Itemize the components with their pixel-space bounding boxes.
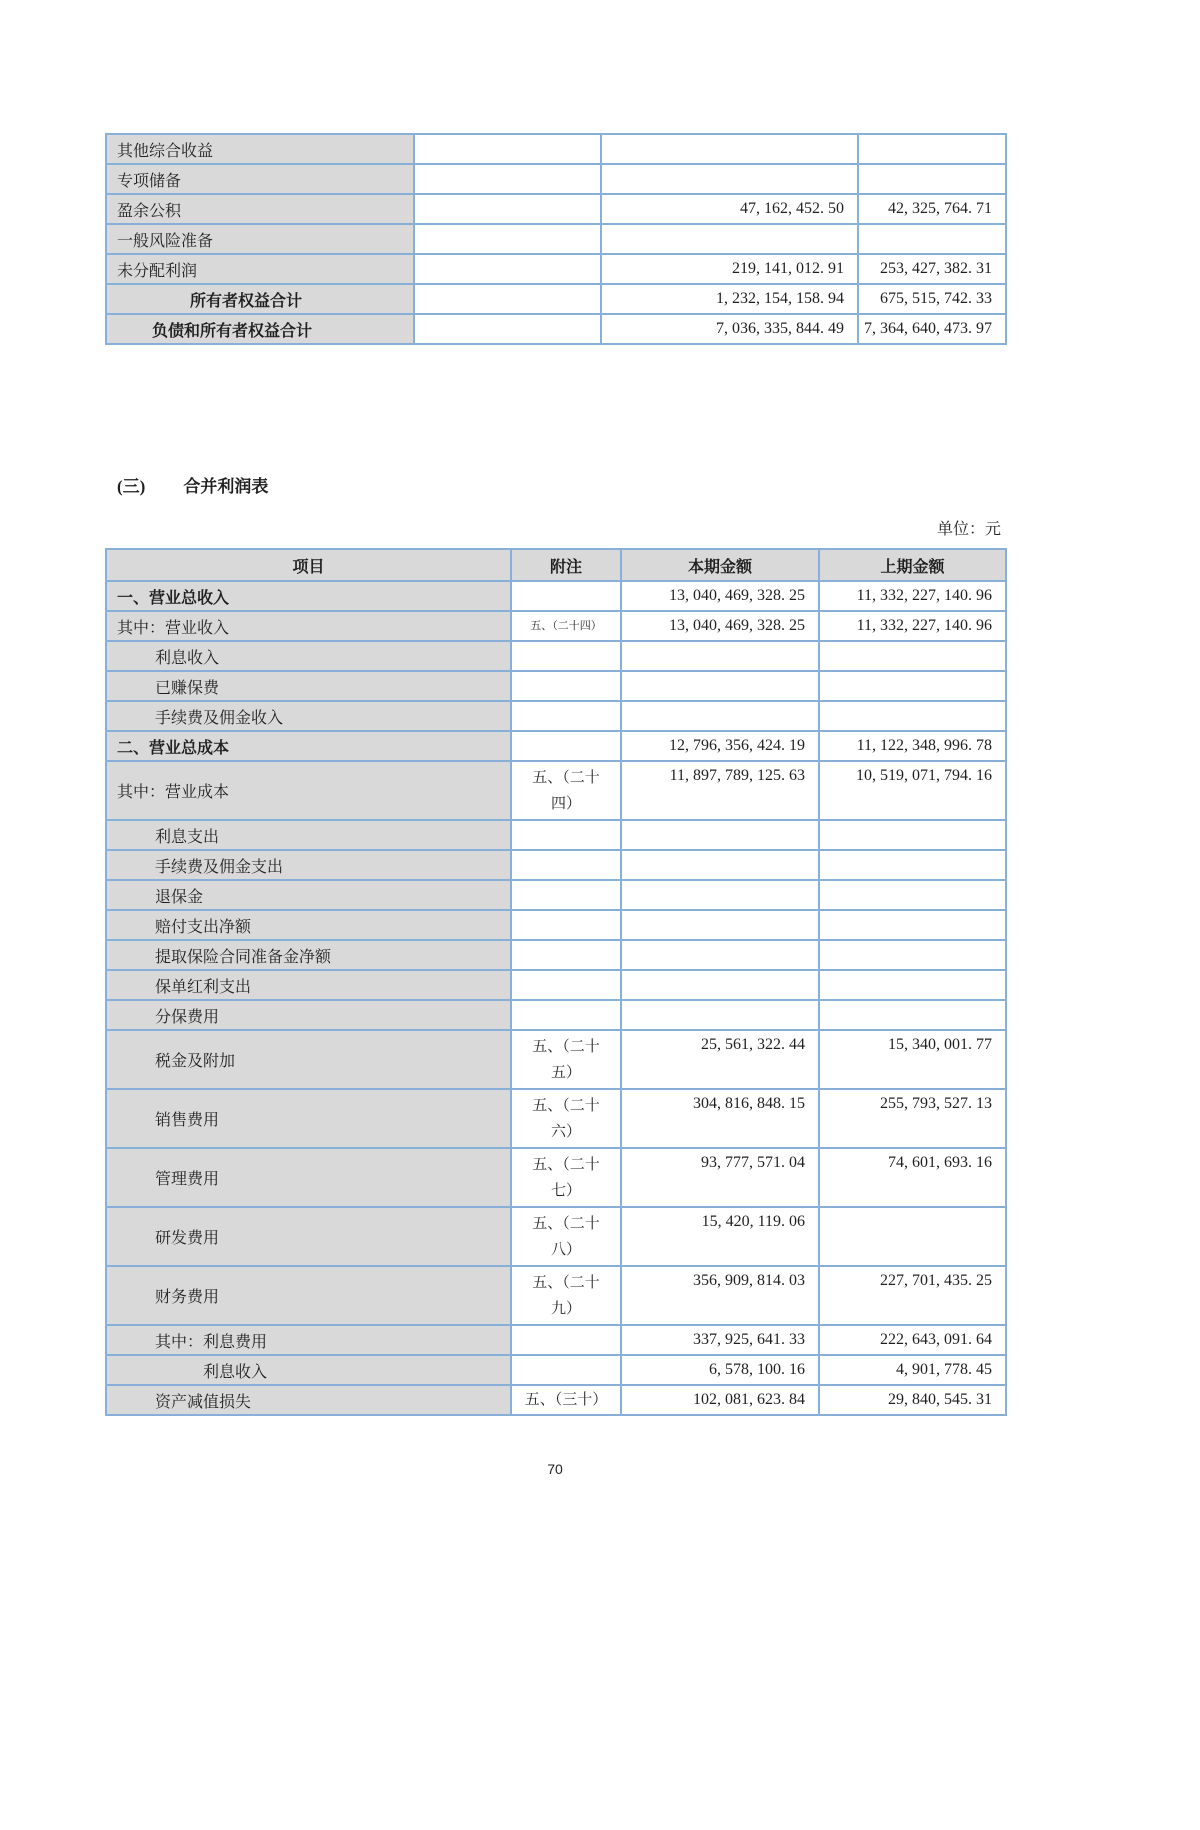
item-cell: 一般风险准备	[106, 224, 414, 254]
prior-amount-cell: 74, 601, 693. 16	[819, 1148, 1006, 1207]
item-cell: 利息支出	[106, 820, 511, 850]
item-cell: 分保费用	[106, 1000, 511, 1030]
prior-amount-cell	[819, 850, 1006, 880]
table-row	[106, 254, 1006, 284]
note-cell	[511, 701, 621, 731]
note-cell	[511, 850, 621, 880]
table-row	[106, 850, 1006, 880]
current-amount-cell	[621, 701, 819, 731]
current-amount-cell: 13, 040, 469, 328. 25	[621, 611, 819, 641]
note-cell	[511, 1355, 621, 1385]
note-cell	[511, 910, 621, 940]
current-amount-cell: 25, 561, 322. 44	[621, 1030, 819, 1089]
table-row	[106, 910, 1006, 940]
prior-amount-cell: 11, 122, 348, 996. 78	[819, 731, 1006, 761]
current-amount-cell: 6, 578, 100. 16	[621, 1355, 819, 1385]
item-cell: 财务费用	[106, 1266, 511, 1325]
table-row	[106, 1355, 1006, 1385]
note-cell	[511, 581, 621, 611]
current-amount-cell	[621, 940, 819, 970]
current-amount-cell: 219, 141, 012. 91	[601, 254, 858, 284]
prior-amount-cell: 675, 515, 742. 33	[858, 284, 1006, 314]
current-amount-cell	[621, 850, 819, 880]
prior-amount-cell: 7, 364, 640, 473. 97	[858, 314, 1006, 344]
item-cell: 负债和所有者权益合计	[106, 314, 414, 344]
note-cell	[511, 641, 621, 671]
table-row	[106, 284, 1006, 314]
current-amount-cell	[621, 820, 819, 850]
column-header-note: 附注	[511, 549, 621, 581]
item-cell: 未分配利润	[106, 254, 414, 284]
current-amount-cell	[601, 134, 858, 164]
table-row	[106, 134, 1006, 164]
prior-amount-cell: 4, 901, 778. 45	[819, 1355, 1006, 1385]
note-cell	[511, 671, 621, 701]
current-amount-cell	[621, 880, 819, 910]
prior-amount-cell	[858, 164, 1006, 194]
table-row	[106, 761, 1006, 820]
note-cell: 五、（二十 七）	[511, 1148, 621, 1207]
note-cell	[511, 820, 621, 850]
item-cell: 提取保险合同准备金净额	[106, 940, 511, 970]
item-cell: 其中：营业成本	[106, 761, 511, 820]
table-row	[106, 641, 1006, 671]
current-amount-cell	[621, 671, 819, 701]
note-cell	[414, 224, 601, 254]
item-cell: 已赚保费	[106, 671, 511, 701]
table-row	[106, 581, 1006, 611]
current-amount-cell: 1, 232, 154, 158. 94	[601, 284, 858, 314]
prior-amount-cell	[819, 671, 1006, 701]
note-cell: 五、（二十四）	[511, 611, 621, 641]
item-cell: 退保金	[106, 880, 511, 910]
item-cell: 专项储备	[106, 164, 414, 194]
table-row	[106, 940, 1006, 970]
item-cell: 保单红利支出	[106, 970, 511, 1000]
table-row	[106, 880, 1006, 910]
note-cell: 五、（二十 六）	[511, 1089, 621, 1148]
item-cell: 利息收入	[106, 1355, 511, 1385]
table-row	[106, 164, 1006, 194]
section-title: 合并利润表	[183, 477, 269, 496]
prior-amount-cell	[819, 910, 1006, 940]
current-amount-cell: 304, 816, 848. 15	[621, 1089, 819, 1148]
note-cell	[414, 254, 601, 284]
current-amount-cell	[601, 224, 858, 254]
item-cell: 税金及附加	[106, 1030, 511, 1089]
section-heading	[105, 475, 1005, 499]
prior-amount-cell: 222, 643, 091. 64	[819, 1325, 1006, 1355]
prior-amount-cell	[858, 134, 1006, 164]
item-cell: 一、营业总收入	[106, 581, 511, 611]
balance-sheet-table	[105, 133, 1007, 345]
note-cell	[414, 314, 601, 344]
item-cell: 赔付支出净额	[106, 910, 511, 940]
current-amount-cell: 12, 796, 356, 424. 19	[621, 731, 819, 761]
note-cell	[414, 194, 601, 224]
note-cell	[414, 164, 601, 194]
table-row	[106, 820, 1006, 850]
document-page	[105, 133, 1005, 1477]
prior-amount-cell	[819, 880, 1006, 910]
prior-amount-cell: 29, 840, 545. 31	[819, 1385, 1006, 1415]
prior-amount-cell: 227, 701, 435. 25	[819, 1266, 1006, 1325]
item-cell: 盈余公积	[106, 194, 414, 224]
item-cell: 手续费及佣金支出	[106, 850, 511, 880]
column-header-current: 本期金额	[621, 549, 819, 581]
current-amount-cell	[621, 910, 819, 940]
page-number: 70	[547, 1461, 563, 1477]
current-amount-cell: 15, 420, 119. 06	[621, 1207, 819, 1266]
table-row	[106, 1000, 1006, 1030]
prior-amount-cell	[819, 701, 1006, 731]
current-amount-cell	[621, 641, 819, 671]
prior-amount-cell	[819, 940, 1006, 970]
column-header-item: 项目	[106, 549, 511, 581]
column-header-prior: 上期金额	[819, 549, 1006, 581]
table-row	[106, 731, 1006, 761]
current-amount-cell: 102, 081, 623. 84	[621, 1385, 819, 1415]
prior-amount-cell: 42, 325, 764. 71	[858, 194, 1006, 224]
item-cell: 手续费及佣金收入	[106, 701, 511, 731]
note-cell: 五、（二十 五）	[511, 1030, 621, 1089]
note-cell: 五、（三十）	[511, 1385, 621, 1415]
table-row	[106, 701, 1006, 731]
table-row	[106, 970, 1006, 1000]
table-row	[106, 671, 1006, 701]
current-amount-cell: 47, 162, 452. 50	[601, 194, 858, 224]
current-amount-cell	[601, 164, 858, 194]
note-cell	[414, 284, 601, 314]
current-amount-cell	[621, 970, 819, 1000]
item-cell: 二、营业总成本	[106, 731, 511, 761]
note-cell: 五、（二十 九）	[511, 1266, 621, 1325]
current-amount-cell	[621, 1000, 819, 1030]
section-index: (三)	[117, 477, 146, 496]
item-cell: 管理费用	[106, 1148, 511, 1207]
item-cell: 销售费用	[106, 1089, 511, 1148]
prior-amount-cell	[858, 224, 1006, 254]
note-cell	[414, 134, 601, 164]
prior-amount-cell	[819, 970, 1006, 1000]
item-cell: 研发费用	[106, 1207, 511, 1266]
prior-amount-cell: 253, 427, 382. 31	[858, 254, 1006, 284]
table-row	[106, 314, 1006, 344]
unit-label: 单位：元	[936, 521, 1001, 538]
table-row	[106, 1207, 1006, 1266]
table-row	[106, 1089, 1006, 1148]
table-row	[106, 194, 1006, 224]
current-amount-cell: 11, 897, 789, 125. 63	[621, 761, 819, 820]
current-amount-cell: 337, 925, 641. 33	[621, 1325, 819, 1355]
item-cell: 其中：利息费用	[106, 1325, 511, 1355]
table-row	[106, 1030, 1006, 1089]
table-row	[106, 1385, 1006, 1415]
prior-amount-cell: 15, 340, 001. 77	[819, 1030, 1006, 1089]
prior-amount-cell: 255, 793, 527. 13	[819, 1089, 1006, 1148]
table-row	[106, 1266, 1006, 1325]
note-cell	[511, 970, 621, 1000]
item-cell: 其他综合收益	[106, 134, 414, 164]
current-amount-cell: 13, 040, 469, 328. 25	[621, 581, 819, 611]
prior-amount-cell	[819, 820, 1006, 850]
note-cell	[511, 880, 621, 910]
current-amount-cell: 7, 036, 335, 844. 49	[601, 314, 858, 344]
item-cell: 利息收入	[106, 641, 511, 671]
table-row	[106, 224, 1006, 254]
note-cell	[511, 1325, 621, 1355]
prior-amount-cell: 11, 332, 227, 140. 96	[819, 611, 1006, 641]
item-cell: 所有者权益合计	[106, 284, 414, 314]
table-header-row	[106, 549, 1006, 581]
note-cell	[511, 1000, 621, 1030]
note-cell	[511, 731, 621, 761]
note-cell	[511, 940, 621, 970]
current-amount-cell: 356, 909, 814. 03	[621, 1266, 819, 1325]
prior-amount-cell	[819, 641, 1006, 671]
prior-amount-cell: 10, 519, 071, 794. 16	[819, 761, 1006, 820]
table-row	[106, 611, 1006, 641]
table-row	[106, 1148, 1006, 1207]
current-amount-cell: 93, 777, 571. 04	[621, 1148, 819, 1207]
item-cell: 其中：营业收入	[106, 611, 511, 641]
note-cell: 五、（二十 八）	[511, 1207, 621, 1266]
prior-amount-cell: 11, 332, 227, 140. 96	[819, 581, 1006, 611]
income-statement-table	[105, 548, 1007, 1416]
note-cell: 五、（二十 四）	[511, 761, 621, 820]
table-row	[106, 1325, 1006, 1355]
item-cell: 资产减值损失	[106, 1385, 511, 1415]
prior-amount-cell	[819, 1000, 1006, 1030]
prior-amount-cell	[819, 1207, 1006, 1266]
